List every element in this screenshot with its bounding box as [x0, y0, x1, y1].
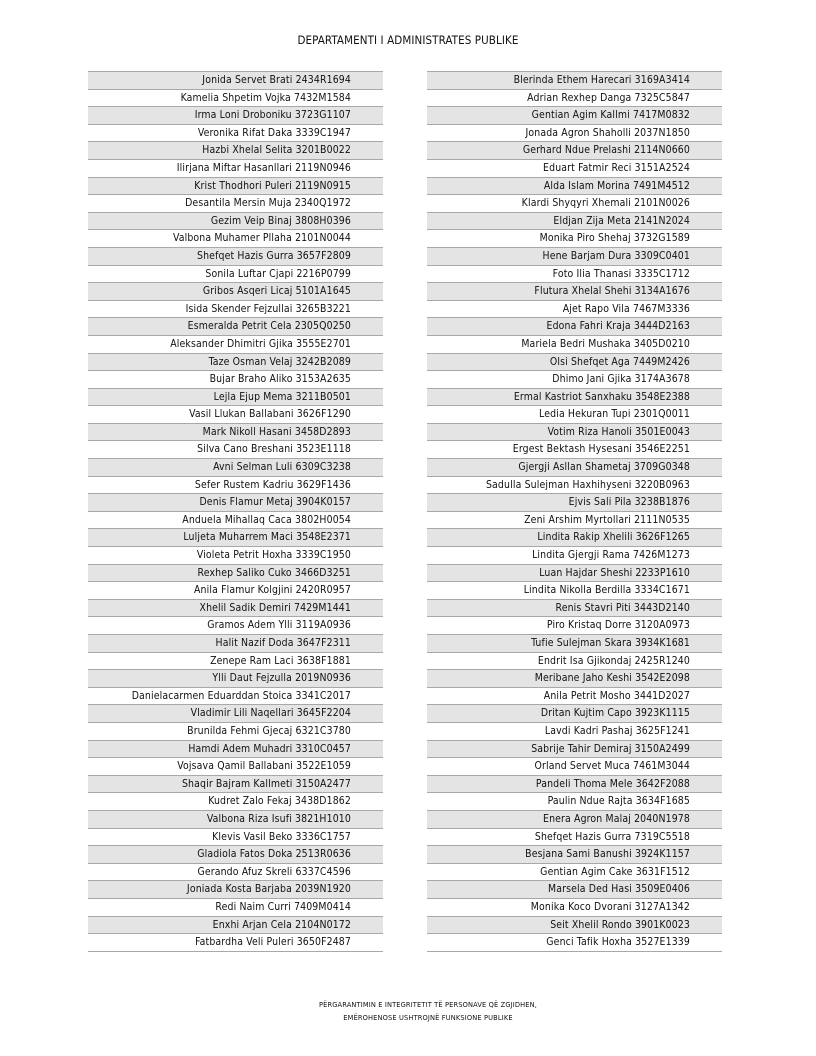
list-item: Zenepe Ram Laci 3638F1881	[88, 653, 383, 671]
list-item: Vasil Llukan Ballabani 3626F1290	[88, 406, 383, 424]
list-item: Adrian Rexhep Danga 7325C5847	[427, 90, 722, 108]
list-item: Krist Thodhori Puleri 2119N0915	[88, 178, 383, 196]
list-item: Shaqir Bajram Kallmeti 3150A2477	[88, 776, 383, 794]
page-title: DEPARTAMENTI I ADMINISTRATES PUBLIKE	[297, 33, 519, 47]
list-item: Flutura Xhelal Shehi 3134A1676	[427, 283, 722, 301]
list-item: Halit Nazif Doda 3647F2311	[88, 635, 383, 653]
list-item: Bujar Braho Aliko 3153A2635	[88, 371, 383, 389]
list-item: Sonila Luftar Cjapi 2216P0799	[88, 266, 383, 284]
list-item: Ergest Bektash Hysesani 3546E2251	[427, 441, 722, 459]
list-item: Ejvis Sali Pila 3238B1876	[427, 494, 722, 512]
list-item: Lavdi Kadri Pashaj 3625F1241	[427, 723, 722, 741]
list-item: Enera Agron Malaj 2040N1978	[427, 811, 722, 829]
list-item: Irma Loni Droboniku 3723G1107	[88, 107, 383, 125]
list-item: Kudret Zalo Fekaj 3438D1862	[88, 793, 383, 811]
list-item: Orland Servet Muca 7461M3044	[427, 758, 722, 776]
list-item: Valbona Muhamer Pllaha 2101N0044	[88, 230, 383, 248]
list-item: Olsi Shefqet Aga 7449M2426	[427, 354, 722, 372]
list-item: Paulin Ndue Rajta 3634F1685	[427, 793, 722, 811]
list-item: Gezim Veip Binaj 3808H0396	[88, 213, 383, 231]
list-item: Jonida Servet Brati 2434R1694	[88, 72, 383, 90]
list-item: Edona Fahri Kraja 3444D2163	[427, 318, 722, 336]
list-item: Anila Flamur Kolgjini 2420R0957	[88, 582, 383, 600]
list-item: Violeta Petrit Hoxha 3339C1950	[88, 547, 383, 565]
list-item: Aleksander Dhimitri Gjika 3555E2701	[88, 336, 383, 354]
list-item: Mark Nikoll Hasani 3458D2893	[88, 424, 383, 442]
list-item: Blerinda Ethem Harecari 3169A3414	[427, 72, 722, 90]
list-item: Klardi Shyqyri Xhemali 2101N0026	[427, 195, 722, 213]
list-item: Renis Stavri Piti 3443D2140	[427, 600, 722, 618]
list-item: Ilirjana Miftar Hasanllari 2119N0946	[88, 160, 383, 178]
list-item: Xhelil Sadik Demiri 7429M1441	[88, 600, 383, 618]
list-item: Anduela Mihallaq Caca 3802H0054	[88, 512, 383, 530]
list-item: Jonada Agron Shaholli 2037N1850	[427, 125, 722, 143]
list-item: Tufie Sulejman Skara 3934K1681	[427, 635, 722, 653]
list-item: Alda Islam Morina 7491M4512	[427, 178, 722, 196]
list-item: Hene Barjam Dura 3309C0401	[427, 248, 722, 266]
list-item: Danielacarmen Eduarddan Stoica 3341C2017	[88, 688, 383, 706]
list-item: Sadulla Sulejman Haxhihyseni 3220B0963	[427, 477, 722, 495]
list-item: Vojsava Qamil Ballabani 3522E1059	[88, 758, 383, 776]
list-item: Gladiola Fatos Doka 2513R0636	[88, 846, 383, 864]
list-item: Avni Selman Luli 6309C3238	[88, 459, 383, 477]
page-footer	[0, 999, 816, 1024]
list-item: Seit Xhelil Rondo 3901K0023	[427, 917, 722, 935]
list-item: Shefqet Hazis Gurra 3657F2809	[88, 248, 383, 266]
list-item: Anila Petrit Mosho 3441D2027	[427, 688, 722, 706]
footer-line-2: EMËROHENOSE USHTROJNË FUNKSIONE PUBLIKE	[343, 1012, 513, 1022]
list-item: Mariela Bedri Mushaka 3405D0210	[427, 336, 722, 354]
footer-line-1: PËRGARANTIMIN E INTEGRITETIT TË PERSONAVE QË ZGJIDHEN,	[318, 1000, 538, 1009]
list-item: Valbona Riza Isufi 3821H1010	[88, 811, 383, 829]
list-item: Endrit Isa Gjikondaj 2425R1240	[427, 653, 722, 671]
list-item: Brunilda Fehmi Gjecaj 6321C3780	[88, 723, 383, 741]
right-name-list	[427, 71, 722, 952]
list-item: Dhimo Jani Gjika 3174A3678	[427, 371, 722, 389]
list-item: Monika Piro Shehaj 3732G1589	[427, 230, 722, 248]
list-item: Votim Riza Hanoli 3501E0043	[427, 424, 722, 442]
list-item: Gentian Agim Cake 3631F1512	[427, 864, 722, 882]
list-item: Shefqet Hazis Gurra 7319C5518	[427, 829, 722, 847]
list-item: Hamdi Adem Muhadri 3310C0457	[88, 741, 383, 759]
list-item: Isida Skender Fejzullai 3265B3221	[88, 301, 383, 319]
list-item: Desantila Mersin Muja 2340Q1972	[88, 195, 383, 213]
list-item: Sefer Rustem Kadriu 3629F1436	[88, 477, 383, 495]
list-item: Monika Koco Dvorani 3127A1342	[427, 899, 722, 917]
list-item: Gerhard Ndue Prelashi 2114N0660	[427, 142, 722, 160]
list-item: Luljeta Muharrem Maci 3548E2371	[88, 529, 383, 547]
list-item: Sabrije Tahir Demiraj 3150A2499	[427, 741, 722, 759]
list-item: Ylli Daut Fejzulla 2019N0936	[88, 670, 383, 688]
list-item: Gjergji Asllan Shametaj 3709G0348	[427, 459, 722, 477]
list-item: Genci Tafik Hoxha 3527E1339	[427, 934, 722, 952]
list-item: Marsela Ded Hasi 3509E0406	[427, 881, 722, 899]
list-item: Redi Naim Curri 7409M0414	[88, 899, 383, 917]
list-item: Ajet Rapo Vila 7467M3336	[427, 301, 722, 319]
list-item: Hazbi Xhelal Selita 3201B0022	[88, 142, 383, 160]
list-item: Lejla Ejup Mema 3211B0501	[88, 389, 383, 407]
list-item: Vladimir Lili Naqellari 3645F2204	[88, 705, 383, 723]
left-name-list	[88, 71, 383, 952]
list-item: Enxhi Arjan Cela 2104N0172	[88, 917, 383, 935]
list-item: Pandeli Thoma Mele 3642F2088	[427, 776, 722, 794]
list-item: Luan Hajdar Sheshi 2233P1610	[427, 565, 722, 583]
list-item: Kamelia Shpetim Vojka 7432M1584	[88, 90, 383, 108]
list-item: Meribane Jaho Keshi 3542E2098	[427, 670, 722, 688]
list-item: Eldjan Zija Meta 2141N2024	[427, 213, 722, 231]
list-item: Gribos Asqeri Licaj 5101A1645	[88, 283, 383, 301]
list-item: Ledia Hekuran Tupi 2301Q0011	[427, 406, 722, 424]
list-item: Zeni Arshim Myrtollari 2111N0535	[427, 512, 722, 530]
list-item: Lindita Rakip Xhelili 3626F1265	[427, 529, 722, 547]
list-item: Piro Kristaq Dorre 3120A0973	[427, 617, 722, 635]
list-item: Gramos Adem Ylli 3119A0936	[88, 617, 383, 635]
list-item: Fatbardha Veli Puleri 3650F2487	[88, 934, 383, 952]
list-item: Gentian Agim Kallmi 7417M0832	[427, 107, 722, 125]
list-item: Silva Cano Breshani 3523E1118	[88, 441, 383, 459]
list-item: Foto Ilia Thanasi 3335C1712	[427, 266, 722, 284]
list-item: Joniada Kosta Barjaba 2039N1920	[88, 881, 383, 899]
list-item: Ermal Kastriot Sanxhaku 3548E2388	[427, 389, 722, 407]
list-item: Klevis Vasil Beko 3336C1757	[88, 829, 383, 847]
list-item: Eduart Fatmir Reci 3151A2524	[427, 160, 722, 178]
list-item: Gerando Afuz Skreli 6337C4596	[88, 864, 383, 882]
list-item: Lindita Gjergji Rama 7426M1273	[427, 547, 722, 565]
list-item: Taze Osman Velaj 3242B2089	[88, 354, 383, 372]
list-item: Esmeralda Petrit Cela 2305Q0250	[88, 318, 383, 336]
list-item: Veronika Rifat Daka 3339C1947	[88, 125, 383, 143]
list-item: Denis Flamur Metaj 3904K0157	[88, 494, 383, 512]
list-item: Dritan Kujtim Capo 3923K1115	[427, 705, 722, 723]
list-item: Besjana Sami Banushi 3924K1157	[427, 846, 722, 864]
list-item: Lindita Nikolla Berdilla 3334C1671	[427, 582, 722, 600]
list-item: Rexhep Saliko Cuko 3466D3251	[88, 565, 383, 583]
